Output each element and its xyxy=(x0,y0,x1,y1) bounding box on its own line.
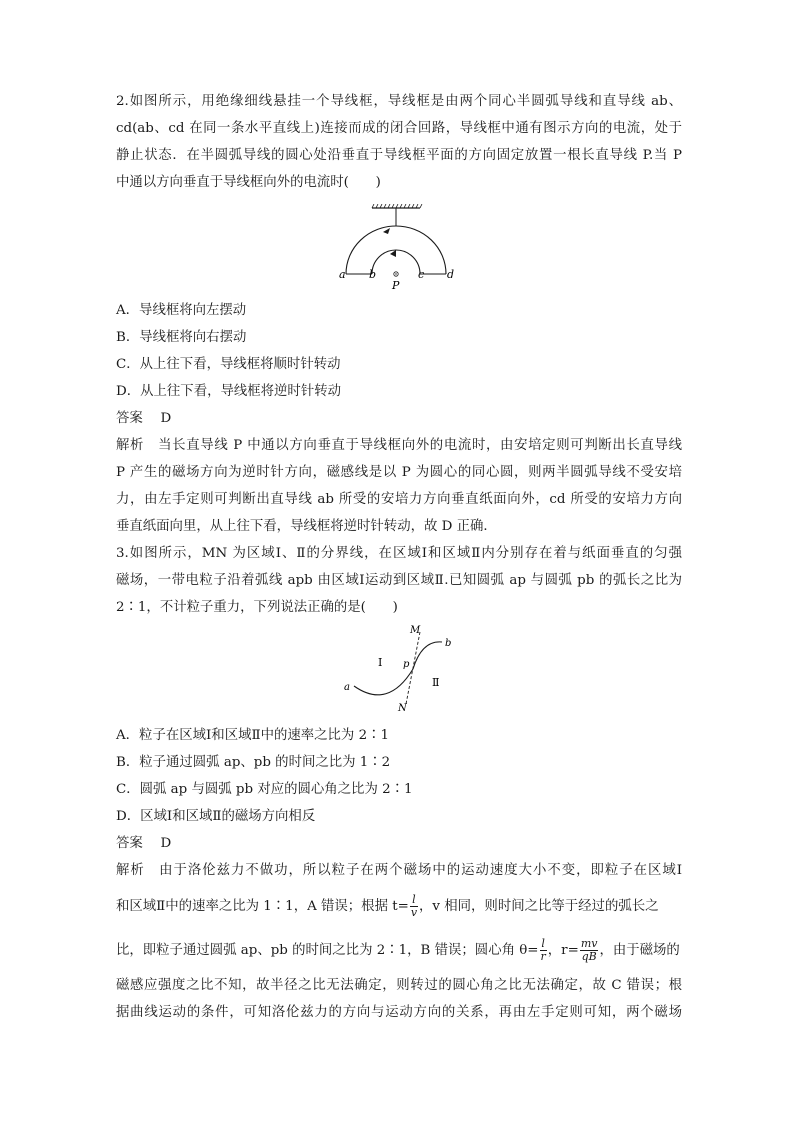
q3-trajectory-figure xyxy=(340,624,470,712)
analysis-label: 解析 xyxy=(116,438,145,453)
label-p: P xyxy=(392,279,400,292)
q2-option-b: B．导线框将向右摆动 xyxy=(116,330,247,345)
label-a: a xyxy=(344,682,350,693)
analysis-text: 当长直导线 P 中通以方向垂直于导线框向外的电流时，由安培定则可判断出长直导线 xyxy=(158,438,682,453)
q3-option-c: C．圆弧 ap 与圆弧 pb 对应的圆心角之比为 2∶1 xyxy=(116,782,413,797)
q3-analysis-line-1 xyxy=(116,861,682,883)
q2-option-a: A．导线框将向左摆动 xyxy=(116,303,247,318)
region-2-label: Ⅱ xyxy=(432,676,440,689)
label-m: M xyxy=(410,625,421,636)
analysis-text: ，r= xyxy=(547,943,579,958)
label-a: a xyxy=(339,268,346,281)
analysis-text: ，v 相同，则时间之比等于经过的弧长之 xyxy=(419,899,659,914)
q2-stem-line-1: 2.如图所示，用绝缘细线悬挂一个导线框，导线框是由两个同心半圆弧导线和直导线 ab、 xyxy=(116,94,682,109)
analysis-text: 和区域Ⅱ中的速率之比为 1∶1，A 错误；根据 t= xyxy=(116,899,409,914)
label-b: b xyxy=(369,268,377,281)
q3-analysis-line-4: 磁感应强度之比不知，故半径之比无法确定，则转过的圆心角之比无法确定，故 C 错误；根 xyxy=(116,978,682,993)
q2-stem-line-4: 中通以方向垂直于导线框向外的电流时( ) xyxy=(116,175,381,190)
label-n: N xyxy=(398,703,407,712)
q2-answer xyxy=(116,409,171,431)
q3-stem-line-1: 3.如图所示，MN 为区域Ⅰ、Ⅱ的分界线，在区域Ⅰ和区域Ⅱ内分别存在着与纸面垂直的匀强 xyxy=(116,546,682,561)
answer-value: D xyxy=(160,411,172,426)
q2-wire-loop-figure xyxy=(336,204,466,292)
q3-option-d: D．区域Ⅰ和区域Ⅱ的磁场方向相反 xyxy=(116,809,316,824)
region-1-label: Ⅰ xyxy=(378,656,383,669)
q3-analysis-line-2 xyxy=(116,890,659,924)
q3-option-b: B．粒子通过圆弧 ap、pb 的时间之比为 1∶2 xyxy=(116,755,391,770)
label-d: d xyxy=(447,268,455,281)
answer-label: 答案 xyxy=(116,836,143,851)
q3-analysis-line-5: 据曲线运动的条件，可知洛伦兹力的方向与运动方向的关系，再由左手定则可知，两个磁场 xyxy=(116,1005,682,1020)
fraction-l-over-v: $\frac{l}{v}$ xyxy=(410,893,418,919)
current-arrow-icon xyxy=(383,228,390,234)
q3-option-a: A．粒子在区域Ⅰ和区域Ⅱ中的速率之比为 2∶1 xyxy=(116,728,389,743)
q2-analysis-line-1 xyxy=(116,436,682,458)
q3-analysis-line-3 xyxy=(116,934,680,968)
fraction-l-over-r: $\frac{l}{r}$ xyxy=(540,937,546,963)
answer-value: D xyxy=(160,836,172,851)
q2-stem-line-3: 静止状态．在半圆弧导线的圆心处沿垂直于导线框平面的方向固定放置一根长直导线 P.当 P xyxy=(116,148,682,163)
q3-stem-line-2: 磁场，一带电粒子沿着弧线 apb 由区域Ⅰ运动到区域Ⅱ.已知圆弧 ap 与圆弧 pb 的弧长之比为 xyxy=(116,573,682,588)
analysis-label: 解析 xyxy=(116,863,145,878)
analysis-text: ，由于磁场的 xyxy=(599,943,680,958)
q2-analysis-line-3: 力，由左手定则可判断出直导线 ab 所受的安培力方向垂直纸面向外，cd 所受的安培力方向 xyxy=(116,492,682,507)
analysis-text: 比，即粒子通过圆弧 ap、pb 的时间之比为 2∶1，B 错误；圆心角 θ= xyxy=(116,943,539,958)
q3-stem-line-3: 2∶1，不计粒子重力，下列说法正确的是( ) xyxy=(116,600,398,615)
label-b: b xyxy=(445,638,452,649)
q2-option-d: D．从上往下看，导线框将逆时针转动 xyxy=(116,384,341,399)
q2-option-c: C．从上往下看，导线框将顺时针转动 xyxy=(116,357,341,372)
q2-stem-line-2: cd(ab、cd 在同一条水平直线上)连接而成的闭合回路，导线框中通有图示方向的电流，处于 xyxy=(116,121,682,136)
fraction-mv-over-qb: $\frac{mv}{qB}$ xyxy=(580,937,598,963)
label-p: p xyxy=(403,659,410,670)
q2-analysis-line-4: 垂直纸面向里，从上往下看，导线框将逆时针转动，故 D 正确． xyxy=(116,519,497,534)
q2-analysis-line-2: P 产生的磁场方向为逆时针方向，磁感线是以 P 为圆心的同心圆，则两半圆弧导线不受安培 xyxy=(116,465,682,480)
answer-label: 答案 xyxy=(116,411,143,426)
q3-answer xyxy=(116,834,171,856)
label-c: c xyxy=(418,268,425,281)
analysis-text: 由于洛伦兹力不做功，所以粒子在两个磁场中的运动速度大小不变，即粒子在区域Ⅰ xyxy=(159,863,683,878)
